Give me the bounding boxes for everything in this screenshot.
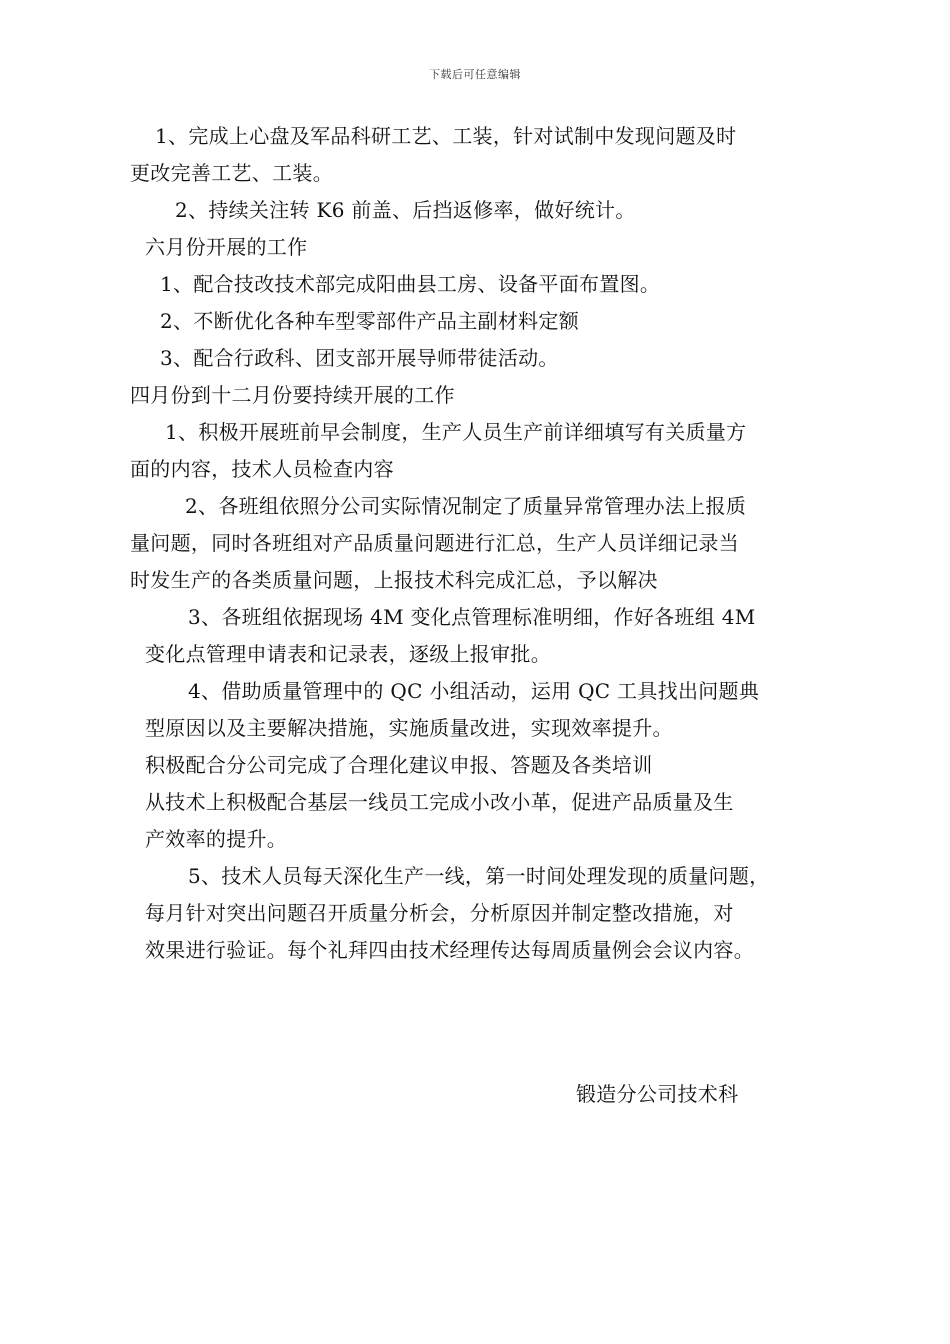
- text-line: 3、各班组依据现场 4M 变化点管理标准明细，作好各班组 4M: [188, 605, 756, 629]
- text-line: 量问题，同时各班组对产品质量问题进行汇总，生产人员详细记录当: [130, 531, 739, 555]
- text-line: 2、持续关注转 K6 前盖、后挡返修率，做好统计。: [175, 198, 636, 222]
- section-heading: 六月份开展的工作: [145, 235, 308, 259]
- text-line: 从技术上积极配合基层一线员工完成小改小革，促进产品质量及生: [145, 790, 734, 814]
- text-line: 2、各班组依照分公司实际情况制定了质量异常管理办法上报质: [185, 494, 747, 518]
- text-line: 积极配合分公司完成了合理化建议申报、答题及各类培训: [145, 753, 653, 777]
- text-line: 型原因以及主要解决措施，实施质量改进，实现效率提升。: [145, 716, 673, 740]
- text-line: 时发生产的各类质量问题，上报技术科完成汇总，予以解决: [130, 568, 658, 592]
- text-line: 1、积极开展班前早会制度，生产人员生产前详细填写有关质量方: [165, 420, 747, 444]
- text-line: 1、完成上心盘及军品科研工艺、工装，针对试制中发现问题及时: [155, 124, 737, 148]
- text-line: 产效率的提升。: [145, 827, 288, 851]
- text-line: 5、技术人员每天深化生产一线，第一时间处理发现的质量问题，: [188, 864, 770, 888]
- text-line: 效果进行验证。每个礼拜四由技术经理传达每周质量例会会议内容。: [145, 938, 754, 962]
- text-line: 4、借助质量管理中的 QC 小组活动，运用 QC 工具找出问题典: [188, 679, 760, 703]
- signature: 锻造分公司技术科: [576, 1082, 739, 1106]
- text-line: 面的内容，技术人员检查内容: [130, 457, 394, 481]
- text-line: 每月针对突出问题召开质量分析会，分析原因并制定整改措施，对: [145, 901, 734, 925]
- section-heading: 四月份到十二月份要持续开展的工作: [130, 383, 455, 407]
- text-line: 1、配合技改技术部完成阳曲县工房、设备平面布置图。: [160, 272, 661, 296]
- text-line: 更改完善工艺、工装。: [130, 161, 333, 185]
- text-line: 3、配合行政科、团支部开展导师带徒活动。: [160, 346, 559, 370]
- text-line: 2、不断优化各种车型零部件产品主副材料定额: [160, 309, 580, 333]
- text-line: 变化点管理申请表和记录表，逐级上报审批。: [145, 642, 551, 666]
- header-note: 下载后可任意编辑: [429, 68, 521, 81]
